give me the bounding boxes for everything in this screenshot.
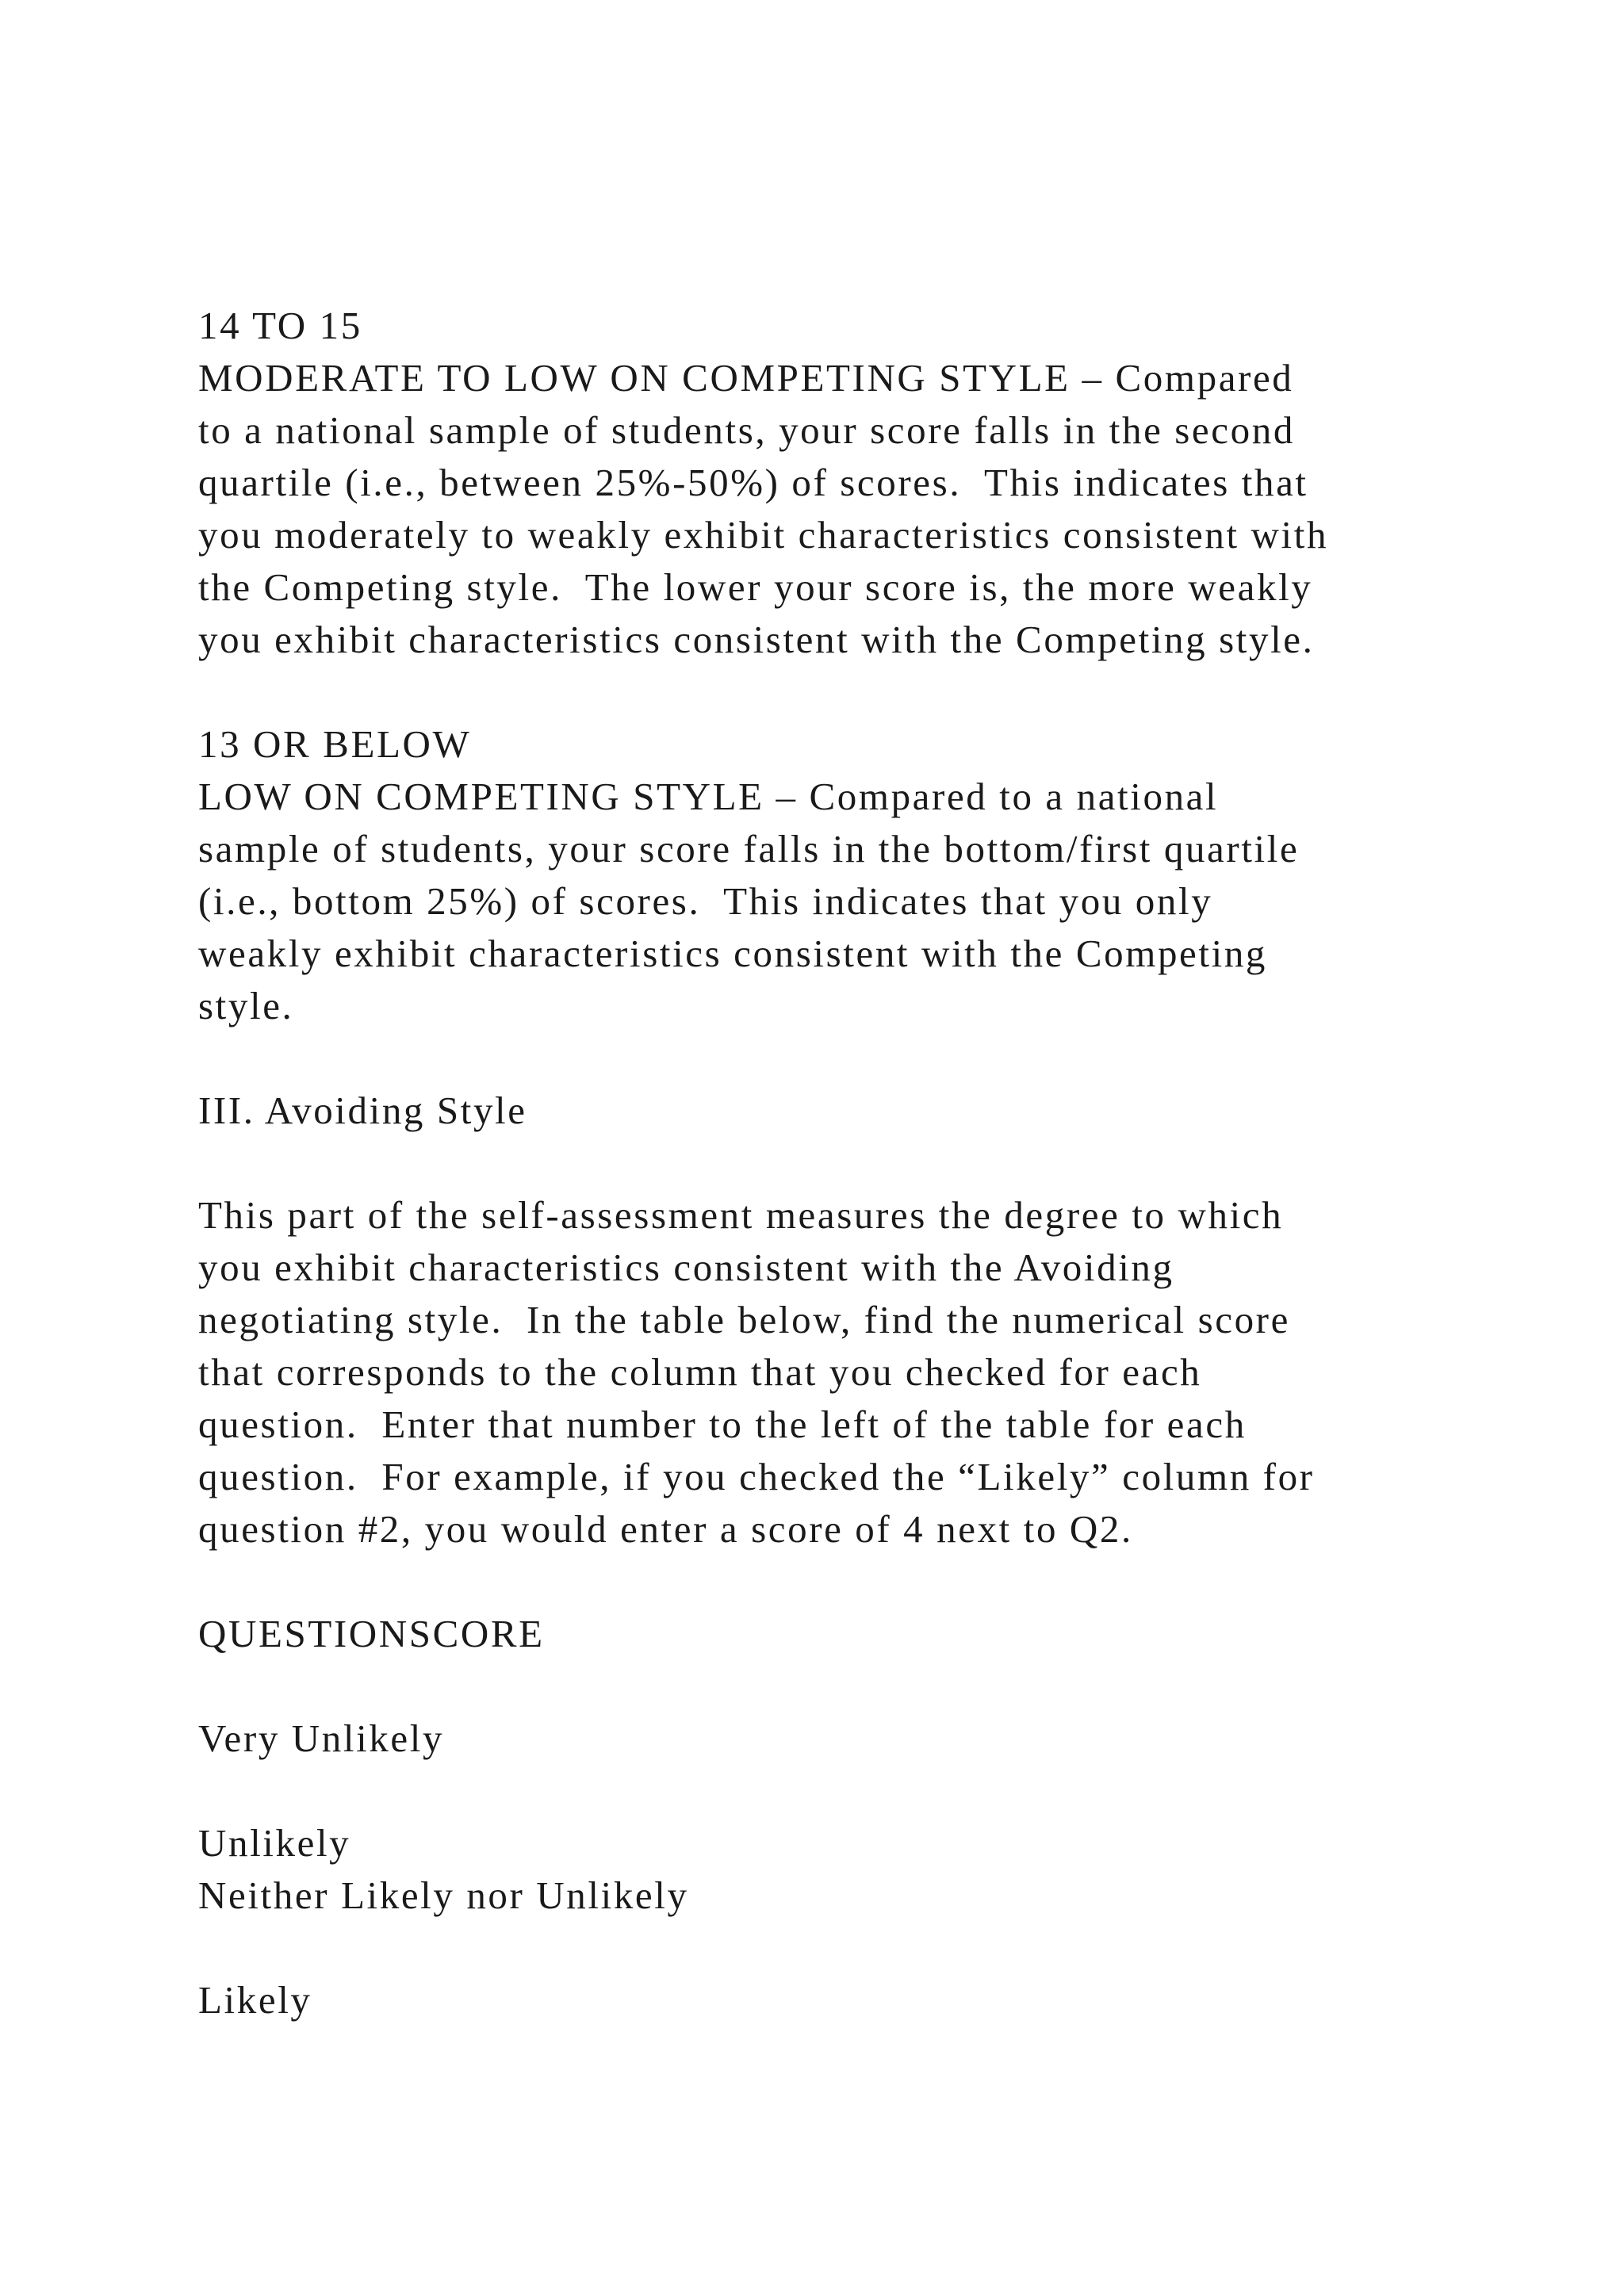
paragraph-line: question. Enter that number to the left of the table for each [198,1402,1247,1446]
paragraph-line: quartile (i.e., between 25%-50%) of scores. This indicates that [198,461,1308,504]
paragraph-line: you moderately to weakly exhibit characteristics consistent with [198,513,1329,557]
document-body [198,300,1546,2026]
column-label-neither: Neither Likely nor Unlikely [198,1873,689,1917]
paragraph-line: (i.e., bottom 25%) of scores. This indicates that you only [198,879,1213,923]
spacer [198,1032,1546,1085]
section-heading: III. Avoiding Style [198,1089,527,1132]
paragraph-line: you exhibit characteristics consistent with the Competing style. [198,618,1315,661]
paragraph-line: you exhibit characteristics consistent with the Avoiding [198,1246,1174,1289]
paragraph-line: that corresponds to the column that you checked for each [198,1350,1202,1394]
paragraph-line: the Competing style. The lower your score is, the more weakly [198,565,1313,609]
score-range-14-15: 14 TO 15 [198,304,362,347]
spacer [198,1556,1546,1608]
column-label-likely: Likely [198,1978,312,2022]
score-range-13-below: 13 OR BELOW [198,722,472,766]
paragraph-line: LOW ON COMPETING STYLE – Compared to a national [198,775,1219,818]
paragraph-line: style. [198,984,294,1027]
spacer [198,1660,1546,1712]
table-header-question-score: QUESTIONSCORE [198,1612,545,1655]
spacer [198,1922,1546,1974]
paragraph-line: question. For example, if you checked the “Likely” column for [198,1455,1315,1498]
column-label-unlikely: Unlikely [198,1821,351,1865]
paragraph-line: question #2, you would enter a score of 4 next to Q2. [198,1507,1133,1551]
paragraph-line: weakly exhibit characteristics consistent with the Competing [198,932,1268,975]
paragraph-line: MODERATE TO LOW ON COMPETING STYLE – Compared [198,356,1294,400]
paragraph-line: to a national sample of students, your score falls in the second [198,408,1295,452]
spacer [198,1137,1546,1189]
spacer [198,666,1546,718]
paragraph-line: This part of the self-assessment measures the degree to which [198,1193,1284,1237]
column-label-very-unlikely: Very Unlikely [198,1716,445,1760]
paragraph-line: sample of students, your score falls in the bottom/first quartile [198,827,1300,871]
paragraph-line: negotiating style. In the table below, find the numerical score [198,1298,1290,1341]
spacer [198,1765,1546,1817]
